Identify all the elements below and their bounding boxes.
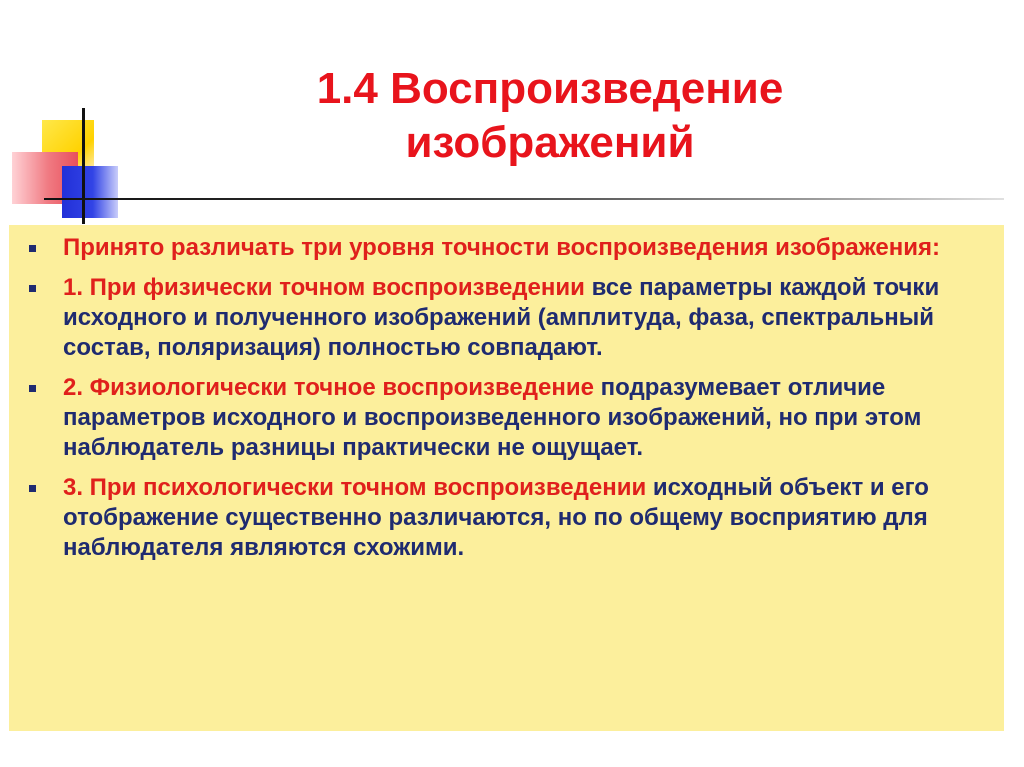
slide-title [200, 62, 900, 170]
content-box [9, 225, 1004, 731]
list-item [9, 273, 1004, 363]
bullet-square-icon [29, 385, 36, 392]
decor-vertical-line [82, 108, 85, 224]
list-item [9, 473, 1004, 563]
item-highlight-text: 2. Физиологически точное воспроизведение [63, 374, 594, 401]
item-body-text: подразумевает отличие параметров исходного и воспроизведенного изображений, но при этом наблюдатель разницы практически не ощущает. [63, 374, 922, 461]
bullet-list [9, 233, 1004, 573]
list-item [9, 373, 1004, 463]
bullet-square-icon [29, 485, 36, 492]
title-divider-line [44, 198, 1004, 200]
slide-title-line-2: изображений [405, 118, 695, 167]
slide-title-line-1: 1.4 Воспроизведение [316, 64, 784, 113]
bullet-square-icon [29, 245, 36, 252]
list-item [9, 233, 1004, 263]
bullet-square-icon [29, 285, 36, 292]
item-highlight-text: 1. При физически точном воспроизведении [63, 274, 585, 301]
item-body-text: все параметры каждой точки исходного и полученного изображений (амплитуда, фаза, спектральный состав, поляризация) полностью совпадают. [63, 274, 940, 361]
item-body-text: исходный объект и его отображение существенно различаются, но по общему восприятию для наблюдателя являются схожими. [63, 474, 929, 561]
item-highlight-text: 3. При психологически точном воспроизведении [63, 474, 647, 501]
decor-blue-square [62, 166, 118, 218]
item-highlight-text: Принято различать три уровня точности воспроизведения изображения: [63, 234, 940, 261]
